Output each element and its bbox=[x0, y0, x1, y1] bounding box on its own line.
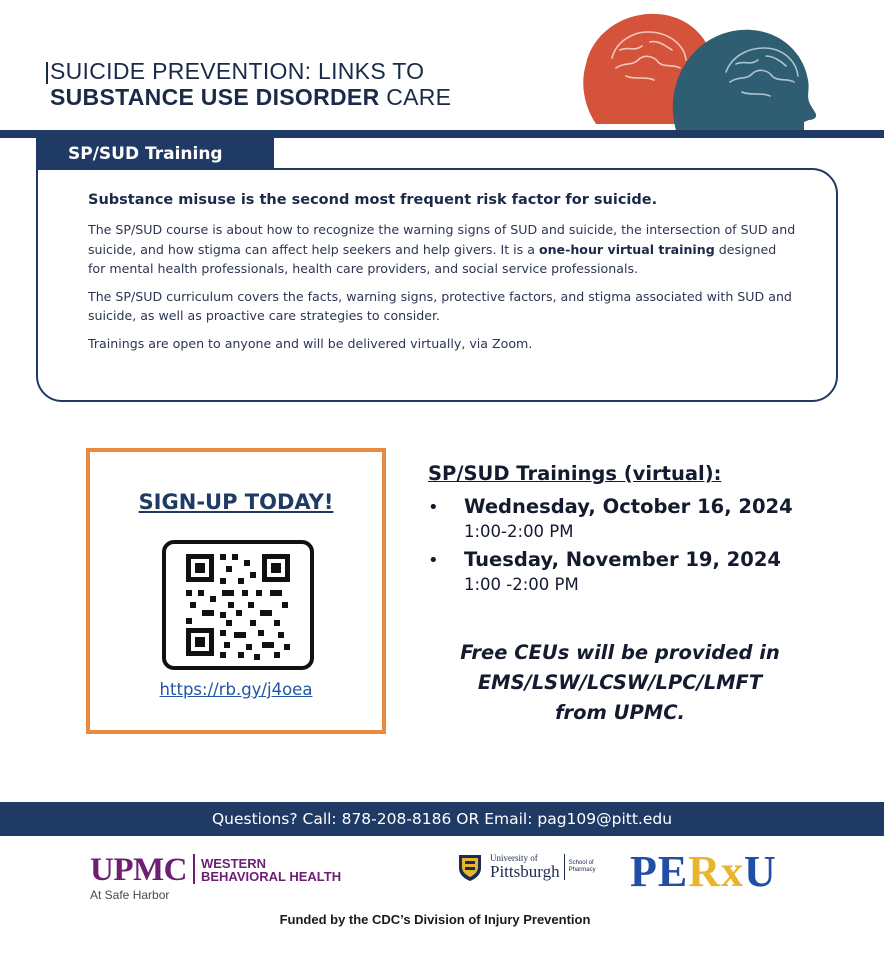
two-heads-brain-icon bbox=[576, 6, 816, 132]
signup-box bbox=[86, 448, 386, 734]
pitt-school-label bbox=[569, 860, 596, 874]
text-cursor bbox=[46, 62, 48, 84]
info-paragraph-2: The SP/SUD curriculum covers the facts, warning signs, protective factors, and stigma associated with SUD and suicide, as well as proactive care strategies to consider. bbox=[88, 288, 792, 323]
bullet-2: • bbox=[428, 550, 439, 571]
pitt-logo bbox=[456, 852, 596, 882]
session-date-1: Wednesday, October 16, 2024 bbox=[464, 495, 793, 518]
signup-title: SIGN-UP TODAY! bbox=[138, 490, 334, 514]
trainings-list bbox=[428, 462, 793, 601]
session-item bbox=[428, 548, 793, 594]
contact-bar: Questions? Call: 878-208-8186 OR Email: pag109@pitt.edu bbox=[0, 802, 884, 836]
info-paragraph-1 bbox=[88, 220, 796, 279]
peru-logo bbox=[630, 848, 777, 896]
session-time-2: 1:00 -2:00 PM bbox=[464, 575, 579, 594]
upmc-wordmark: UPMC bbox=[90, 852, 187, 888]
pitt-wordmark bbox=[490, 854, 560, 880]
info-para1-b: designed for mental health professionals, health care providers, and social service professionals. bbox=[88, 241, 777, 276]
peru-u: U bbox=[744, 847, 777, 896]
header-divider bbox=[0, 130, 884, 138]
pitt-univ-label: University of bbox=[490, 853, 538, 863]
session-date-2: Tuesday, November 19, 2024 bbox=[464, 548, 781, 571]
training-info-box bbox=[36, 168, 838, 402]
trainings-title: SP/SUD Trainings (virtual): bbox=[428, 462, 722, 485]
session-time-1: 1:00-2:00 PM bbox=[464, 522, 574, 541]
info-para1-a: The SP/SUD course is about how to recognize the warning signs of SUD and suicide, the intersection of SUD and suicide, and how stigma can affect help seekers and help givers. It is a bbox=[88, 222, 796, 257]
title-line-1: SUICIDE PREVENTION: LINKS TO bbox=[50, 58, 425, 84]
pitt-seal-icon bbox=[456, 852, 484, 882]
page-title bbox=[50, 58, 451, 111]
peru-pe: PE bbox=[630, 847, 689, 896]
title-bold-part: SUBSTANCE USE DISORDER bbox=[50, 84, 380, 111]
pitt-name-label: Pittsburgh bbox=[490, 862, 560, 881]
pitt-divider bbox=[564, 854, 565, 880]
ceu-line-2: EMS/LSW/LCSW/LPC/LMFT bbox=[477, 671, 763, 694]
bullet-1: • bbox=[428, 497, 439, 518]
funding-note: Funded by the CDC’s Division of Injury Prevention bbox=[279, 912, 591, 927]
section-tab: SP/SUD Training bbox=[36, 138, 274, 170]
peru-rx: Rx bbox=[688, 847, 745, 896]
pitt-school-line-1: School of bbox=[568, 860, 594, 866]
upmc-divider bbox=[193, 854, 195, 884]
signup-link[interactable]: https://rb.gy/j4oea bbox=[159, 680, 313, 699]
title-rest-part: CARE bbox=[379, 84, 452, 111]
upmc-subtitle bbox=[201, 857, 341, 883]
pitt-school-line-2: Pharmacy bbox=[568, 867, 596, 873]
upmc-sub-line-1: WESTERN bbox=[200, 856, 266, 871]
ceu-line-3: from UPMC. bbox=[555, 701, 685, 724]
session-item bbox=[428, 495, 793, 541]
upmc-safe-harbor: At Safe Harbor bbox=[90, 888, 170, 902]
info-para1-bold: one-hour virtual training bbox=[538, 241, 715, 257]
qr-code-icon[interactable] bbox=[162, 540, 314, 670]
upmc-logo bbox=[90, 852, 341, 902]
info-lead: Substance misuse is the second most frequent risk factor for suicide. bbox=[88, 192, 658, 208]
upmc-sub-line-2: BEHAVIORAL HEALTH bbox=[200, 869, 342, 884]
info-paragraph-3: Trainings are open to anyone and will be delivered virtually, via Zoom. bbox=[88, 335, 533, 351]
ceu-notice bbox=[420, 638, 820, 728]
ceu-line-1: Free CEUs will be provided in bbox=[460, 641, 780, 664]
title-line-2 bbox=[50, 84, 451, 110]
